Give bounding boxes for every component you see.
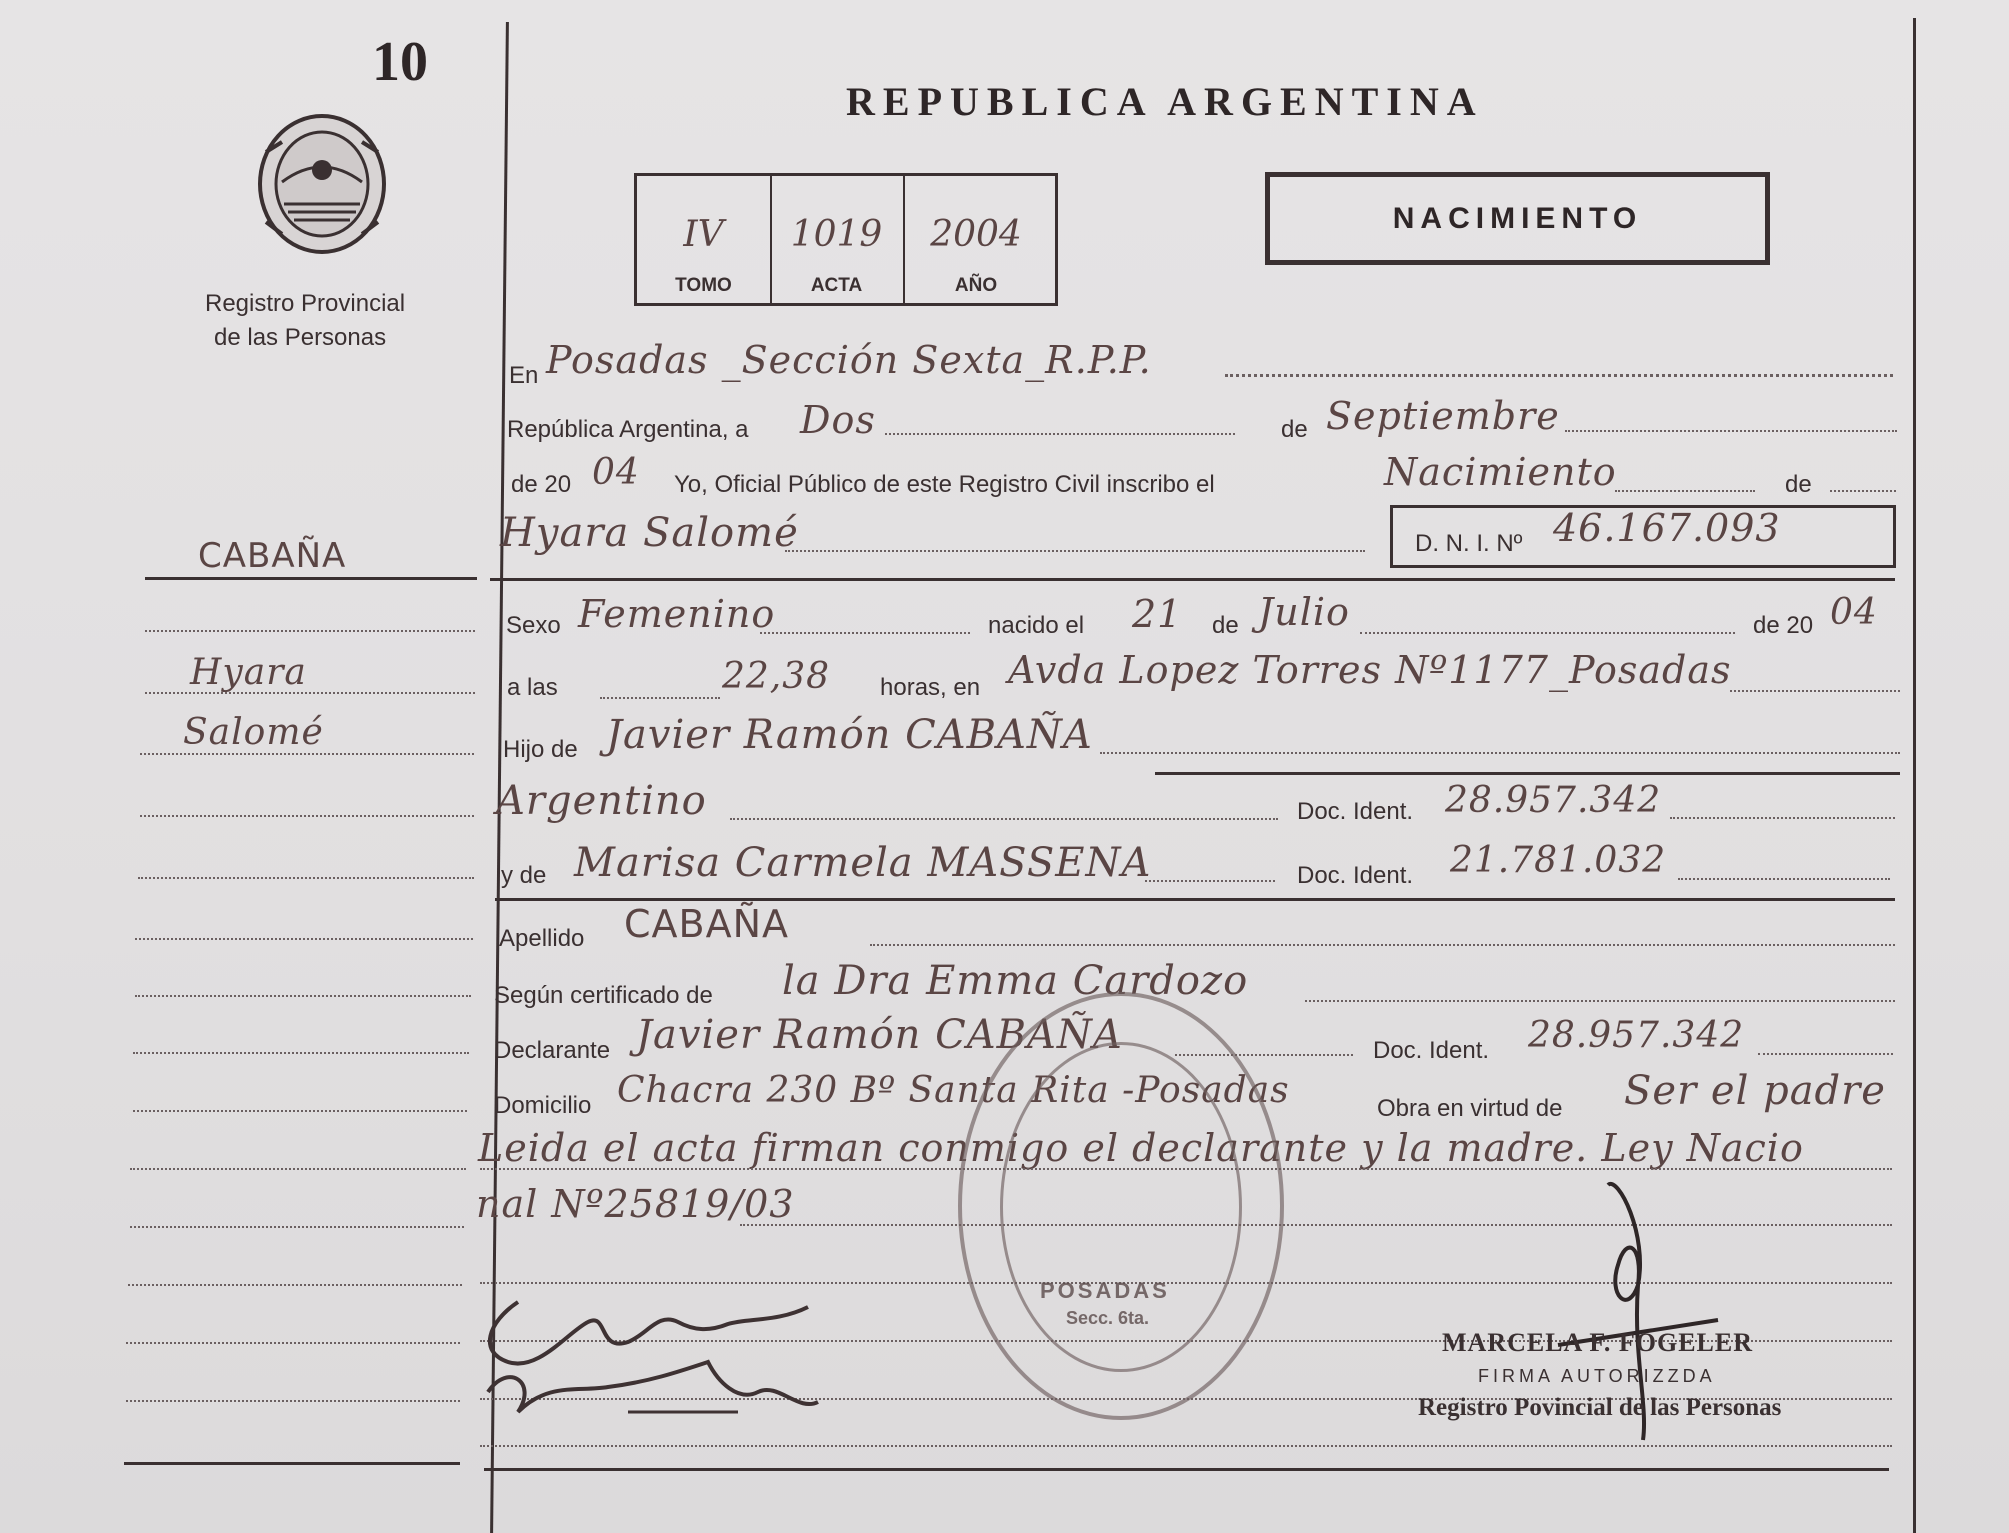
label-de-ano: de 20 xyxy=(511,471,572,498)
value-padre: Javier Ramón CABAÑA xyxy=(606,712,1093,758)
row-rule xyxy=(1225,374,1893,377)
official-office: Registro Povincial de las Personas xyxy=(1418,1394,1782,1421)
value-ano-inscripcion: 04 xyxy=(592,452,640,493)
label-de-final: de xyxy=(1785,471,1812,498)
label-domicilio: Domicilio xyxy=(494,1092,592,1119)
margin-rule xyxy=(133,1110,467,1112)
row-rule xyxy=(1145,880,1275,882)
row-rule xyxy=(1758,1053,1893,1055)
stamp-city: POSADAS xyxy=(1040,1278,1170,1303)
margin-rule xyxy=(140,753,474,755)
row-rule xyxy=(870,944,1895,946)
registry-name-line2: de las Personas xyxy=(214,324,387,351)
value-dia-nacimiento: 21 xyxy=(1132,592,1183,636)
tomo-label: TOMO xyxy=(675,275,732,296)
provincial-emblem-icon xyxy=(252,112,392,262)
acta-value: 1019 xyxy=(790,214,883,255)
stamp-section: Secc. 6ta. xyxy=(1066,1308,1150,1328)
row-rule-heavy xyxy=(490,578,1895,581)
margin-rule xyxy=(126,1342,460,1344)
row-rule-heavy xyxy=(1155,772,1900,775)
label-nacido: nacido el xyxy=(988,612,1085,639)
label-declarante: Declarante xyxy=(494,1037,611,1064)
value-lugar-nacimiento: Avda Lopez Torres Nº1177_Posadas xyxy=(1008,648,1732,692)
ano-value: 2004 xyxy=(930,214,1022,255)
label-de-dia: de xyxy=(1212,612,1239,639)
label-dni: D. N. I. Nº xyxy=(1415,530,1523,557)
label-de-ano2: de 20 xyxy=(1753,612,1814,639)
label-y-de: y de xyxy=(501,862,547,889)
label-sexo: Sexo xyxy=(506,612,561,639)
label-doc-ident-declarante: Doc. Ident. xyxy=(1373,1037,1490,1064)
signature-declarante xyxy=(478,1262,828,1422)
record-number-box xyxy=(634,173,1058,306)
row-rule-heavy xyxy=(484,1468,1889,1471)
margin-surname: CABAÑA xyxy=(198,536,347,576)
label-republica: República Argentina, a xyxy=(507,416,749,443)
value-dia-inscripcion: Dos xyxy=(800,398,876,442)
value-obra-virtud: Ser el padre xyxy=(1624,1068,1886,1114)
margin-rule xyxy=(126,1400,460,1402)
row-rule xyxy=(730,818,1278,820)
margin-rule xyxy=(145,630,475,632)
label-doc-ident-madre: Doc. Ident. xyxy=(1297,862,1414,889)
label-hijo-de: Hijo de xyxy=(503,736,578,763)
page-number: 10 xyxy=(372,31,428,93)
row-rule xyxy=(1830,490,1896,492)
margin-rule xyxy=(130,1168,466,1170)
dni-box xyxy=(1390,505,1896,568)
note-line-2: nal Nº25819/03 xyxy=(476,1182,795,1226)
value-sexo: Femenino xyxy=(578,592,776,636)
registry-name-line1: Registro Provincial xyxy=(205,290,406,317)
margin-rule xyxy=(130,1226,464,1228)
margin-rule xyxy=(128,1284,462,1286)
margin-given-name-2: Salomé xyxy=(183,712,324,753)
value-mes-inscripcion: Septiembre xyxy=(1326,394,1560,438)
row-rule xyxy=(1305,1000,1895,1002)
tomo-value: IV xyxy=(683,214,724,255)
official-role: FIRMA AUTORIZZDA xyxy=(1478,1366,1716,1386)
row-rule xyxy=(600,697,720,699)
margin-rule xyxy=(135,938,473,940)
margin-given-name-1: Hyara xyxy=(190,652,307,693)
row-rule xyxy=(1678,878,1890,880)
label-a-las: a las xyxy=(507,674,558,701)
acta-cell xyxy=(770,176,905,303)
row-rule xyxy=(1100,752,1900,754)
label-yo: Yo, Oficial Público de este Registro Civil inscribo el xyxy=(674,471,1215,498)
row-rule xyxy=(885,433,1235,435)
margin-rule-bottom xyxy=(124,1462,460,1465)
value-doc-declarante: 28.957.342 xyxy=(1528,1015,1745,1056)
ano-cell xyxy=(903,176,1049,303)
row-rule xyxy=(1360,632,1735,634)
label-de-mes: de xyxy=(1281,416,1308,443)
acta-label: ACTA xyxy=(810,275,863,296)
tomo-cell xyxy=(637,176,772,303)
official-stamp xyxy=(958,992,1284,1420)
label-segun: Según certificado de xyxy=(494,982,713,1009)
value-hora: 22,38 xyxy=(722,656,831,697)
value-lugar: Posadas _Sección Sexta_R.P.P. xyxy=(546,338,1152,382)
label-doc-ident-padre: Doc. Ident. xyxy=(1297,798,1414,825)
value-mes-nacimiento: Julio xyxy=(1258,590,1350,634)
margin-surname-rule xyxy=(145,577,477,580)
official-name: MARCELA F. FOGELER xyxy=(1442,1328,1754,1357)
row-rule xyxy=(1615,490,1755,492)
value-nacionalidad-padre: Argentino xyxy=(496,778,707,824)
row-rule xyxy=(480,1445,1892,1447)
value-ano-nacimiento: 04 xyxy=(1830,592,1878,633)
label-obra: Obra en virtud de xyxy=(1377,1095,1563,1122)
margin-rule xyxy=(145,692,475,694)
label-en: En xyxy=(509,362,539,389)
row-rule xyxy=(1730,690,1900,692)
ano-label: AÑO xyxy=(954,275,998,296)
value-apellido: CABAÑA xyxy=(624,902,790,946)
value-tipo-acta: Nacimiento xyxy=(1384,450,1617,494)
country-title: REPUBLICA ARGENTINA xyxy=(846,79,1484,124)
row-rule xyxy=(760,632,970,634)
label-horas-en: horas, en xyxy=(880,674,981,701)
row-rule-heavy xyxy=(495,898,1895,901)
value-doc-madre: 21.781.032 xyxy=(1450,840,1667,881)
right-border-rule xyxy=(1913,18,1916,1533)
value-nombre: Hyara Salomé xyxy=(500,510,799,556)
value-dni: 46.167.093 xyxy=(1553,506,1781,550)
value-declarante: Javier Ramón CABAÑA xyxy=(636,1012,1123,1058)
record-type-box: NACIMIENTO xyxy=(1265,172,1770,265)
row-rule xyxy=(1565,430,1897,432)
row-rule xyxy=(1670,817,1895,819)
value-domicilio: Chacra 230 Bº Santa Rita -Posadas xyxy=(617,1070,1290,1111)
value-madre: Marisa Carmela MASSENA xyxy=(574,840,1152,886)
margin-rule xyxy=(138,877,474,879)
value-doc-padre: 28.957.342 xyxy=(1445,780,1662,821)
row-rule xyxy=(785,550,1365,552)
margin-rule xyxy=(133,1052,469,1054)
label-apellido: Apellido xyxy=(499,925,585,952)
value-certificado: la Dra Emma Cardozo xyxy=(782,958,1249,1004)
note-line-1: Leida el acta firman conmigo el declarante y la madre. Ley Nacio xyxy=(478,1126,1804,1170)
margin-rule xyxy=(135,995,471,997)
margin-rule xyxy=(140,815,474,817)
